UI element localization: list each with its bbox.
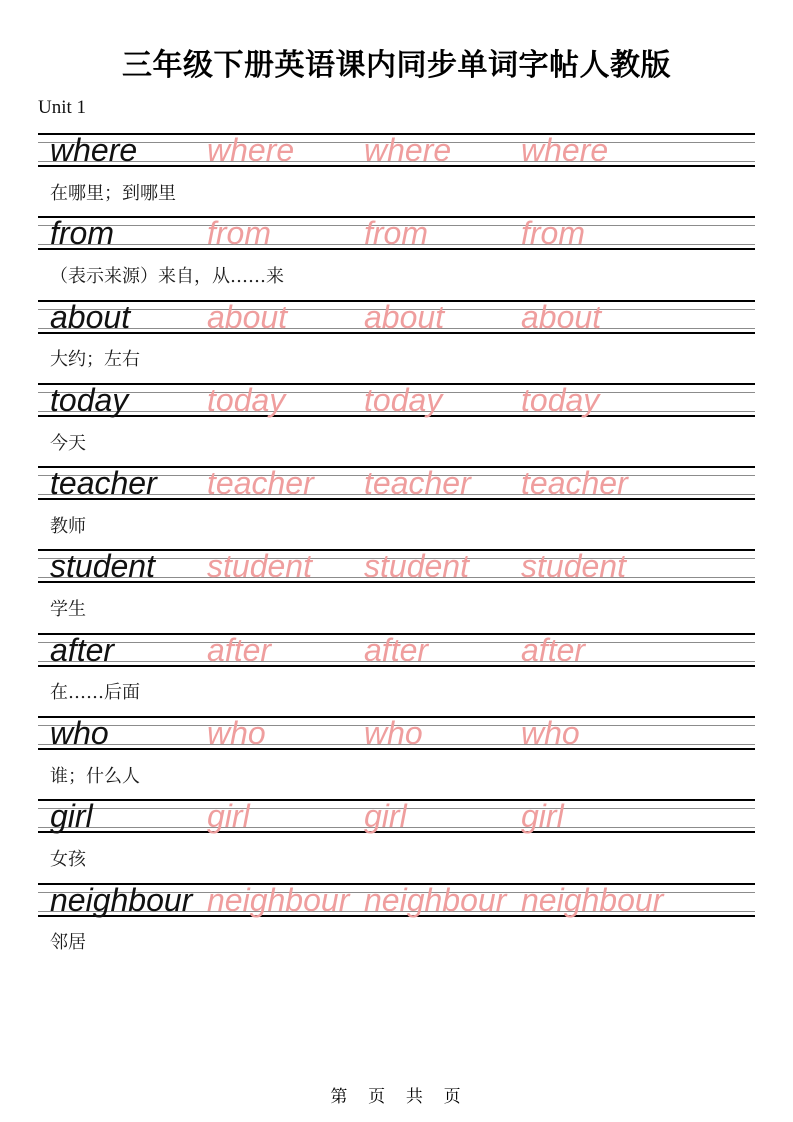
- word-practice-grid: [38, 466, 755, 500]
- word-block: [38, 300, 755, 383]
- word-block: [38, 883, 755, 966]
- word-text: today: [50, 381, 129, 418]
- word-sheet: [38, 133, 755, 966]
- trace-word: who: [521, 715, 580, 752]
- trace-word: about: [207, 298, 288, 335]
- trace-word: where: [207, 132, 295, 168]
- meaning-text: （表示来源）来自，从……来: [50, 265, 284, 287]
- meaning-row: [38, 667, 755, 716]
- word-practice-grid: [38, 133, 755, 167]
- word-block: [38, 799, 755, 882]
- trace-word: today: [521, 381, 600, 418]
- trace-word: teacher: [207, 465, 314, 502]
- trace-word: where: [364, 132, 452, 168]
- word-practice-grid: [38, 883, 755, 917]
- word-block: [38, 216, 755, 299]
- trace-word: from: [207, 215, 271, 252]
- word-block: [38, 466, 755, 549]
- word-block: [38, 383, 755, 466]
- word-practice-grid: [38, 216, 755, 250]
- trace-word: from: [364, 215, 428, 252]
- word-text: where: [50, 132, 138, 168]
- meaning-text: 在……后面: [50, 682, 140, 704]
- word-block: [38, 549, 755, 632]
- unit-label: Unit 1: [38, 97, 87, 118]
- word-practice-grid: [38, 633, 755, 667]
- meaning-text: 今天: [50, 432, 86, 454]
- word-practice-grid: [38, 383, 755, 417]
- word-text: about: [50, 298, 131, 335]
- meaning-row: [38, 583, 755, 632]
- trace-word: student: [207, 548, 312, 585]
- trace-word: neighbour: [207, 881, 350, 918]
- meaning-text: 谁；什么人: [50, 765, 140, 787]
- word-text: who: [50, 715, 109, 752]
- word-practice-grid: [38, 300, 755, 334]
- trace-word: student: [521, 548, 626, 585]
- word-practice-grid: [38, 799, 755, 833]
- word-block: [38, 633, 755, 716]
- trace-word: after: [207, 631, 272, 668]
- trace-word: neighbour: [364, 881, 507, 918]
- word-block: [38, 716, 755, 799]
- word-text: after: [50, 631, 115, 668]
- meaning-text: 大约；左右: [50, 349, 140, 371]
- trace-word: girl: [364, 798, 407, 835]
- trace-word: student: [364, 548, 469, 585]
- trace-word: after: [364, 631, 429, 668]
- meaning-row: [38, 750, 755, 799]
- trace-word: neighbour: [521, 881, 664, 918]
- meaning-row: [38, 417, 755, 466]
- page-title: 三年级下册英语课内同步单词字帖人教版: [122, 49, 671, 82]
- trace-word: girl: [521, 798, 564, 835]
- trace-word: who: [364, 715, 423, 752]
- meaning-text: 教师: [50, 515, 86, 537]
- word-block: [38, 133, 755, 216]
- word-practice-grid: [38, 716, 755, 750]
- meaning-row: [38, 334, 755, 383]
- meaning-text: 在哪里；到哪里: [50, 182, 176, 204]
- trace-word: about: [364, 298, 445, 335]
- trace-word: today: [207, 381, 286, 418]
- word-text: student: [50, 548, 155, 585]
- trace-word: today: [364, 381, 443, 418]
- trace-word: about: [521, 298, 602, 335]
- meaning-row: [38, 833, 755, 882]
- trace-word: from: [521, 215, 585, 252]
- word-text: teacher: [50, 465, 157, 502]
- meaning-text: 邻居: [50, 932, 86, 954]
- trace-word: girl: [207, 798, 250, 835]
- word-text: from: [50, 215, 114, 252]
- meaning-row: [38, 917, 755, 966]
- page-footer: 第 页 共 页: [330, 1087, 463, 1106]
- meaning-row: [38, 500, 755, 549]
- trace-word: who: [207, 715, 266, 752]
- trace-word: where: [521, 132, 609, 168]
- meaning-text: 学生: [50, 599, 86, 621]
- meaning-text: 女孩: [50, 849, 86, 871]
- trace-word: teacher: [521, 465, 628, 502]
- trace-word: teacher: [364, 465, 471, 502]
- trace-word: after: [521, 631, 586, 668]
- meaning-row: [38, 250, 755, 299]
- word-text: girl: [50, 798, 93, 835]
- word-practice-grid: [38, 549, 755, 583]
- meaning-row: [38, 167, 755, 216]
- word-text: neighbour: [50, 881, 193, 918]
